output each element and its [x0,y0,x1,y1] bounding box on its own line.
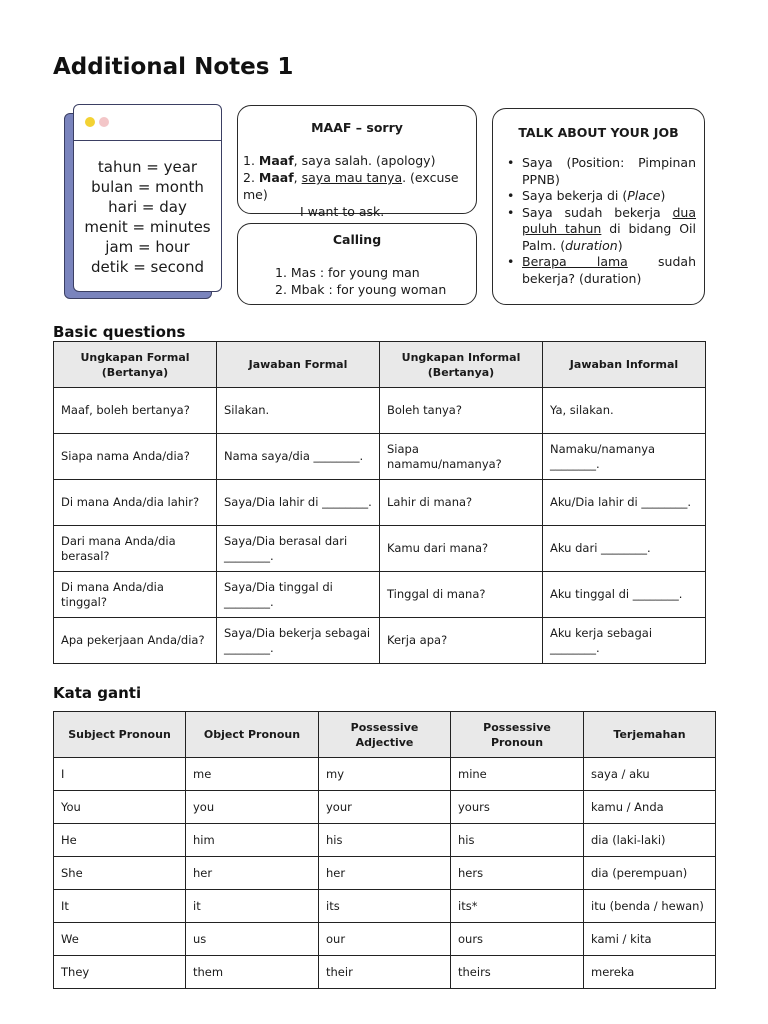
table-cell: you [186,791,319,824]
table-cell: Di mana Anda/dia tinggal? [54,572,217,618]
table-row [54,923,716,956]
table-cell: Kamu dari mana? [380,526,543,572]
pink-dot-icon [99,117,109,127]
table-cell: We [54,923,186,956]
table-row [54,388,706,434]
table-cell: theirs [451,956,584,989]
table-row [54,791,716,824]
table-cell: mereka [584,956,716,989]
maaf-list [243,152,476,220]
time-vocabulary-card [73,104,222,292]
column-header: Ungkapan Formal (Bertanya) [54,342,217,388]
table-header-row [54,342,706,388]
table-row [54,857,716,890]
yellow-dot-icon [85,117,95,127]
table-cell: Dari mana Anda/dia berasal? [54,526,217,572]
job-item-place: • Saya bekerja di (Place) [507,188,696,205]
table-cell: Silakan. [217,388,380,434]
vocab-line: jam = hour [105,238,190,256]
column-header: Ungkapan Informal (Bertanya) [380,342,543,388]
table-cell: his [319,824,451,857]
table-cell: her [186,857,319,890]
column-header: Jawaban Informal [543,342,706,388]
table-cell: them [186,956,319,989]
table-cell: Boleh tanya? [380,388,543,434]
column-header: Object Pronoun [186,712,319,758]
table-cell: Ya, silakan. [543,388,706,434]
table-row [54,890,716,923]
calling-list [275,264,476,298]
table-cell: Namaku/namanya ________. [543,434,706,480]
table-cell: her [319,857,451,890]
table-cell: You [54,791,186,824]
maaf-box [237,105,477,219]
calling-box-title: Calling [332,232,382,247]
table-cell: your [319,791,451,824]
table-row [54,526,706,572]
maaf-item-2: 2. Maaf, saya mau tanya. (excuse me) [243,170,459,202]
table-cell: Siapa nama Anda/dia? [54,434,217,480]
vocab-line: tahun = year [97,158,198,176]
calling-item: 1. Mas : for young man [275,265,420,280]
job-list [507,155,700,287]
job-item-question: • Berapa lama sudah bekerja? (duration) [507,254,696,287]
table-cell: Di mana Anda/dia lahir? [54,480,217,526]
table-row [54,618,706,664]
vocab-line: bulan = month [91,178,204,196]
table-cell: my [319,758,451,791]
table-row [54,758,716,791]
table-cell: us [186,923,319,956]
table-cell: yours [451,791,584,824]
table-cell: Aku tinggal di ________. [543,572,706,618]
table-cell: Kerja apa? [380,618,543,664]
pronouns-heading: Kata ganti [53,684,142,702]
table-cell: Maaf, boleh bertanya? [54,388,217,434]
basic-questions-heading: Basic questions [53,323,186,341]
table-cell: hers [451,857,584,890]
table-cell: Saya/Dia bekerja sebagai ________. [217,618,380,664]
column-header: Possessive Adjective [319,712,451,758]
column-header: Jawaban Formal [217,342,380,388]
job-item-duration: • Saya sudah bekerja dua puluh tahun di bidang Oil Palm. (duration) [507,205,696,255]
table-cell: its [319,890,451,923]
table-cell: Nama saya/dia ________. [217,434,380,480]
table-cell: dia (perempuan) [584,857,716,890]
card-title-bar [74,105,221,141]
column-header: Terjemahan [584,712,716,758]
column-header: Possessive Pronoun [451,712,584,758]
table-header-row [54,712,716,758]
pronouns-table [53,711,716,989]
table-cell: Apa pekerjaan Anda/dia? [54,618,217,664]
table-cell: our [319,923,451,956]
table-cell: Saya/Dia tinggal di ________. [217,572,380,618]
vocab-line: detik = second [90,258,205,276]
table-cell: dia (laki-laki) [584,824,716,857]
table-row [54,434,706,480]
time-vocabulary-list [74,157,221,277]
job-item-position: • Saya (Position: Pimpinan PPNB) [507,155,696,188]
table-cell: Aku dari ________. [543,526,706,572]
table-cell: Saya/Dia berasal dari ________. [217,526,380,572]
table-cell: its* [451,890,584,923]
table-cell: ours [451,923,584,956]
table-cell: I [54,758,186,791]
maaf-item-1: 1. Maaf, saya salah. (apology) [243,153,436,168]
table-cell: It [54,890,186,923]
table-row [54,824,716,857]
column-header: Subject Pronoun [54,712,186,758]
vocab-line: hari = day [108,198,187,216]
vocab-line: menit = minutes [84,218,211,236]
table-cell: He [54,824,186,857]
table-cell: itu (benda / hewan) [584,890,716,923]
table-cell: their [319,956,451,989]
job-box-title: TALK ABOUT YOUR JOB [518,125,679,140]
table-cell: Tinggal di mana? [380,572,543,618]
table-cell: Aku kerja sebagai ________. [543,618,706,664]
calling-box [237,223,477,305]
table-cell: it [186,890,319,923]
table-cell: She [54,857,186,890]
table-cell: saya / aku [584,758,716,791]
table-cell: his [451,824,584,857]
basic-questions-table [53,341,706,664]
job-box [492,108,705,305]
table-cell: They [54,956,186,989]
maaf-item-2-continuation: I want to ask. [300,204,385,219]
table-cell: him [186,824,319,857]
maaf-box-title: MAAF – sorry [311,120,403,135]
table-cell: kami / kita [584,923,716,956]
table-cell: me [186,758,319,791]
table-cell: Siapa namamu/namanya? [380,434,543,480]
table-cell: kamu / Anda [584,791,716,824]
table-row [54,572,706,618]
table-cell: mine [451,758,584,791]
table-cell: Aku/Dia lahir di ________. [543,480,706,526]
table-cell: Saya/Dia lahir di ________. [217,480,380,526]
table-cell: Lahir di mana? [380,480,543,526]
table-row [54,480,706,526]
page-title: Additional Notes 1 [53,54,294,80]
calling-item: 2. Mbak : for young woman [275,282,447,297]
table-row [54,956,716,989]
